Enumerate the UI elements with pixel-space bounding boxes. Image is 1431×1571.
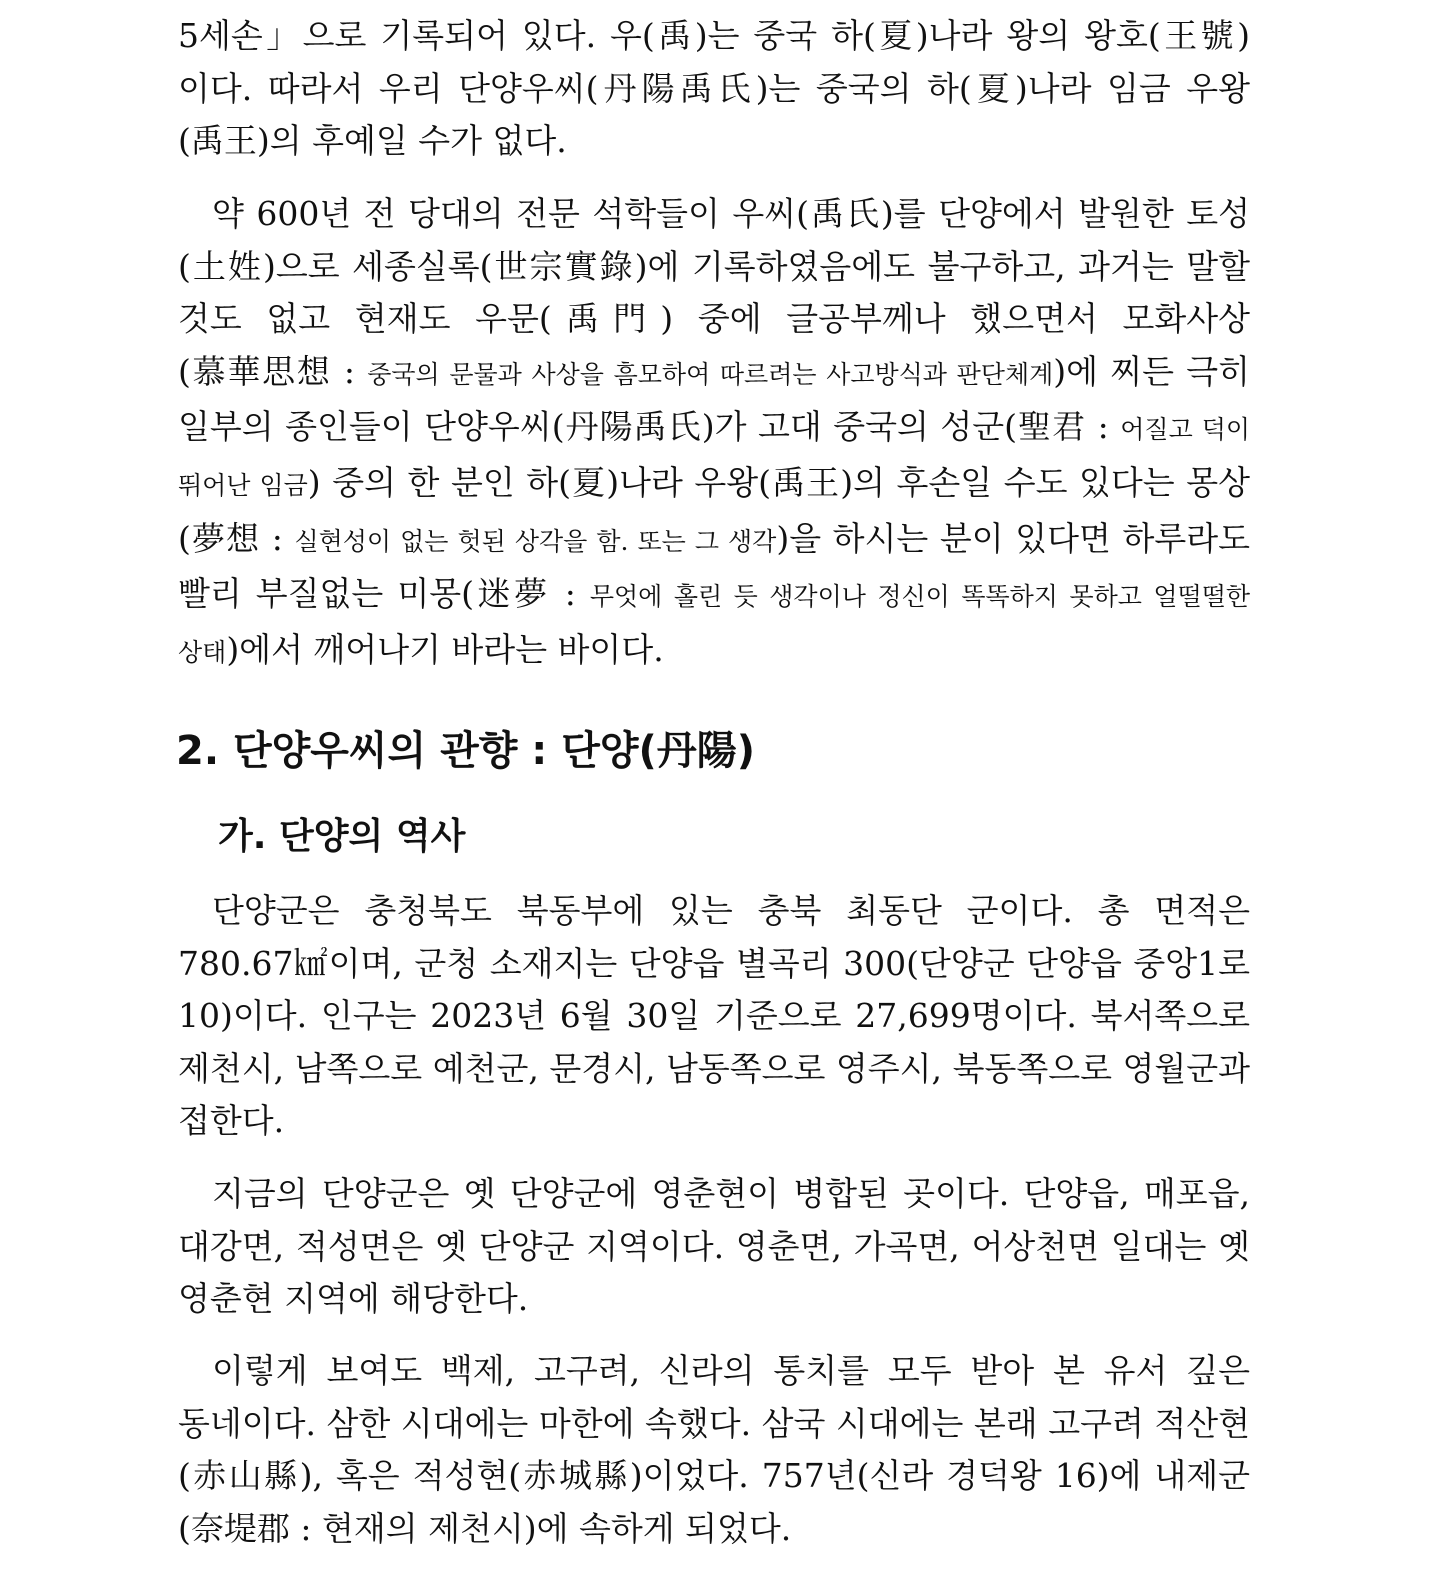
paragraph-text: )에서 깨어나기 바라는 바이다.: [226, 629, 664, 669]
paragraph-text: )을 하시는 분이 있다면 하루라도 빨리 부질없는 미몽(迷夢 :: [178, 518, 1250, 614]
paragraph-text: )에 찌든 극히 일부의 종인들이 단양우씨(丹陽禹氏)가 고대 중국의 성군(聖君 :: [178, 351, 1250, 447]
paragraph-danyang-geography: 단양군은 충청북도 북동부에 있는 충북 최동단 군이다. 총 면적은 780.67㎢이며, 군청 소재지는 단양읍 별곡리 300(단양군 단양읍 중앙1로 10)이다. 인구는 2023년 6월 30일 기준으로 27,699명이다. 북서쪽으로 제천시, 남쪽으로 예천군, 문경시, 남동쪽으로 영주시, 북동쪽으로 영월군과 접한다.: [178, 891, 1250, 1141]
paragraph-danyang-areas: 지금의 단양군은 옛 단양군에 영춘현이 병합된 곳이다. 단양읍, 매포읍, 대강면, 적성면은 옛 단양군 지역이다. 영춘면, 가곡면, 어상천면 일대는 옛 영춘현 지역에 해당한다.: [178, 1174, 1250, 1319]
paragraph-yu-origin: 5세손」으로 기록되어 있다. 우(禹)는 중국 하(夏)나라 왕의 왕호(王號)이다. 따라서 우리 단양우씨(丹陽禹氏)는 중국의 하(夏)나라 임금 우왕(禹王)의 후예일 수가 없다.: [178, 16, 1250, 161]
section-heading: 2. 단양우씨의 관향 : 단양(丹陽): [176, 728, 756, 774]
subsection-heading: 가. 단양의 역사: [218, 816, 466, 857]
gloss-note: 어질고 덕이 뛰어난 임금: [178, 415, 1250, 500]
paragraph-text: ) 중의 한 분인 하(夏)나라 우왕(禹王)의 후손일 수도 있다는 몽상(夢想 :: [178, 462, 1251, 558]
paragraph-mohwa-sasang: [178, 188, 1250, 679]
paragraph-danyang-history: 이렇게 보여도 백제, 고구려, 신라의 통치를 모두 받아 본 유서 깊은 동네이다. 삼한 시대에는 마한에 속했다. 삼국 시대에는 본래 고구려 적산현(赤山縣), 혹은 적성현(赤城縣)이었다. 757년(신라 경덕왕 16)에 내제군(奈堤郡 : 현재의 제천시)에 속하게 되었다.: [178, 1351, 1250, 1548]
gloss-note: 중국의 문물과 사상을 흠모하여 따르려는 사고방식과 판단체계: [367, 359, 1054, 389]
gloss-note: 무엇에 홀린 듯 생각이나 정신이 똑똑하지 못하고 얼떨떨한 상태: [178, 582, 1250, 667]
gloss-note: 실현성이 없는 헛된 상각을 함. 또는 그 생각: [294, 526, 777, 556]
paragraph-text: 약 600년 전 당대의 전문 석학들이 우씨(禹氏)를 단양에서 발원한 토성(土姓)으로 세종실록(世宗實錄)에 기록하였음에도 불구하고, 과거는 말할 것도 없고 현재도 우문(禹門) 중에 글공부께나 했으면서 모화사상(慕華思想 :: [178, 194, 1250, 391]
